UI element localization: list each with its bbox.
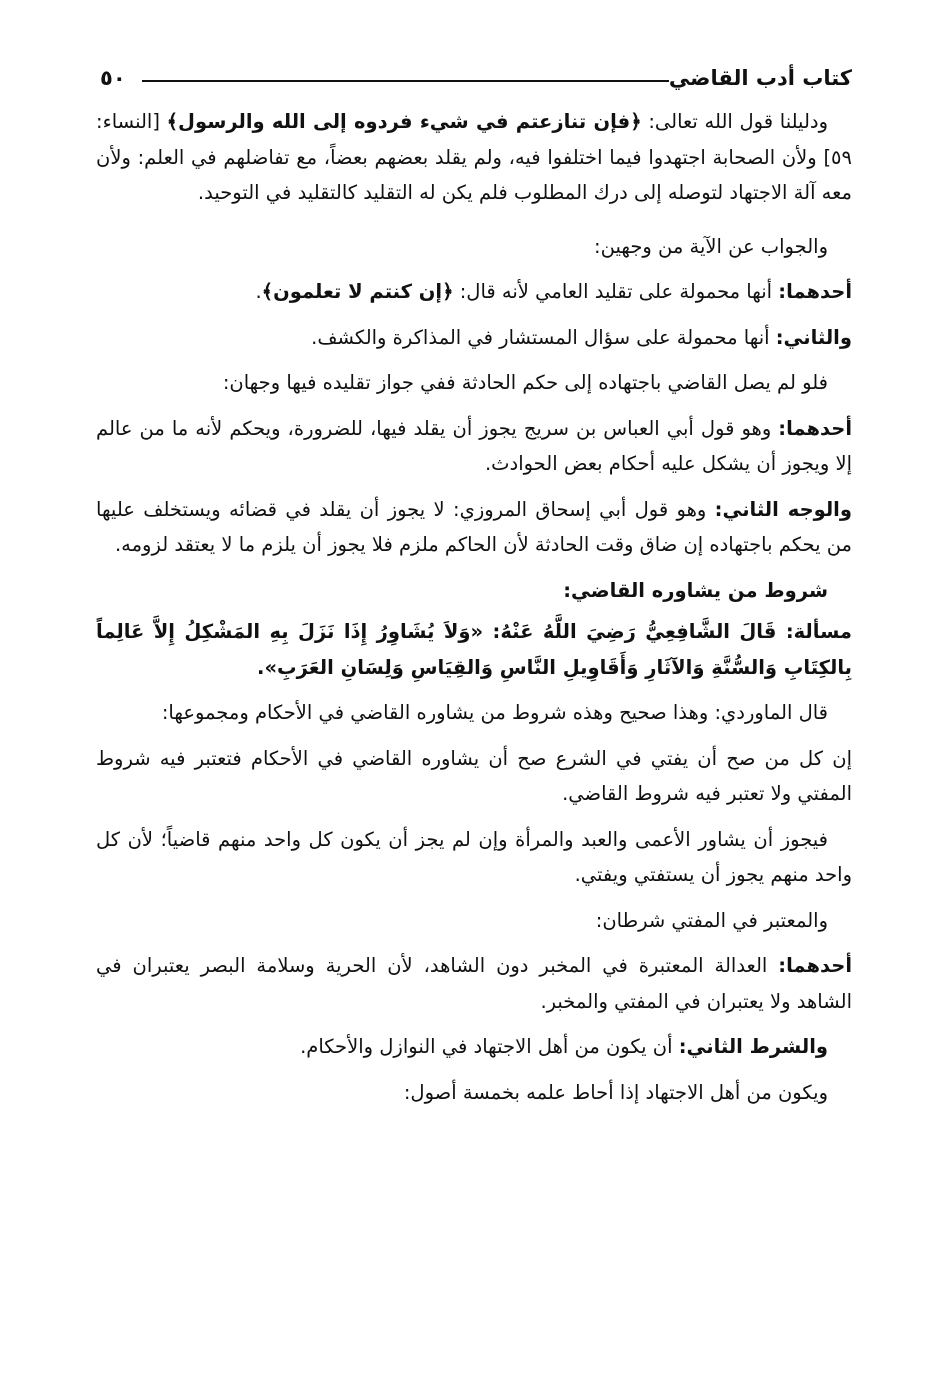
paragraph-lead: والشرط الثاني:: [678, 1035, 828, 1058]
paragraph-first-view: [96, 411, 852, 482]
paragraph-text: العدالة المعتبرة في المخبر دون الشاهد، لأن الحرية وسلامة البصر يعتبران في الشاهد ولا يعتبران في المفتي والمخبر.: [96, 954, 852, 1013]
running-header: [96, 58, 852, 98]
shafii-quote: قَالَ الشَّافِعِيُّ رَضِيَ اللَّهُ عَنْهُ: «وَلاَ يُشَاوِرُ إِذَا نَزَلَ بِهِ المَشْكِلُ إِلاَّ عَالِماً بِالكِتَابِ وَالسُّنَّةِ وَالآثَارِ وَأَقَاوِيلِ النَّاسِ وَالقِيَاسِ وَلِسَانِ العَرَبِ».: [96, 620, 852, 679]
paragraph-first-aspect: [96, 274, 852, 310]
paragraph-second-aspect: [96, 320, 852, 356]
paragraph-text: أنها محمولة على تقليد العامي لأنه قال:: [453, 280, 779, 303]
paragraph-question: [96, 614, 852, 685]
book-title: كتاب أدب القاضي: [668, 66, 852, 90]
paragraph-evidence: [96, 104, 852, 211]
paragraph-second-condition: [96, 1029, 852, 1065]
paragraph-lead: أحدهما:: [778, 280, 852, 303]
paragraph-mawardi: قال الماوردي: وهذا صحيح وهذه شروط من يشاوره القاضي في الأحكام ومجموعها:: [161, 701, 828, 724]
paragraph-lead: والثاني:: [775, 325, 852, 349]
paragraph-text: ودليلنا قول الله تعالى:: [641, 110, 828, 133]
paragraph-text: [النساء: ٥٩] ولأن الصحابة اجتهدوا فيما اختلفوا فيه، ولم يقلد بعضهم بعضاً، مع تفاضلهم في العلم: ولأن معه آلة الاجتهاد لتوصله إلى درك المطلوب فلم يكن له التقليد كالتقليد في التوحيد.: [96, 110, 852, 204]
header-rule: [142, 80, 712, 82]
page-body: [96, 104, 852, 1110]
paragraph-mufti-rule: إن كل من صح أن يفتي في الشرع صح أن يشاوره القاضي في الأحكام فتعتبر فيه شروط المفتي ولا تعتبر فيه شروط القاضي.: [96, 746, 852, 805]
section-heading: شروط من يشاوره القاضي:: [563, 578, 828, 602]
paragraph-five-principles: ويكون من أهل الاجتهاد إذا أحاط علمه بخمسة أصول:: [403, 1080, 828, 1104]
page-number: ٥٠: [96, 66, 126, 90]
paragraph-lead: أحدهما:: [778, 416, 852, 440]
paragraph-two-views: فلو لم يصل القاضي باجتهاده إلى حكم الحادثة ففي جواز تقليده فيها وجهان:: [222, 371, 828, 394]
paragraph-lead: مسألة:: [785, 620, 852, 643]
paragraph-answer-intro: والجواب عن الآية من وجهين:: [594, 234, 828, 258]
paragraph-two-conditions: والمعتبر في المفتي شرطان:: [595, 908, 828, 932]
paragraph-text: أن يكون من أهل الاجتهاد في النوازل والأحكام.: [300, 1035, 679, 1058]
paragraph-text: وهو قول أبي إسحاق المروزي: لا يجوز أن يقلد في قضائه ويستخلف عليها من يحكم باجتهاده إن ضاق وقت الحادثة لأن الحاكم ملزم فلا يجوز أن يلزم ما لا يعتقد لزومه.: [96, 497, 852, 556]
paragraph-text: .: [255, 280, 262, 303]
paragraph-lead: أحدهما:: [778, 954, 852, 977]
paragraph-lead: والوجه الثاني:: [714, 497, 852, 521]
quran-verse: ﴿فإن تنازعتم في شيء فردوه إلى الله والرسول﴾: [166, 110, 642, 133]
paragraph-text: أنها محمولة على سؤال المستشار في المذاكرة والكشف.: [311, 325, 776, 349]
paragraph-consult-allowed: فيجوز أن يشاور الأعمى والعبد والمرأة وإن لم يجز أن يكون كل واحد منهم قاضياً؛ لأن كل واحد منهم يجوز أن يستفتي ويفتي.: [96, 827, 852, 886]
paragraph-text: وهو قول أبي العباس بن سريج يجوز أن يقلد فيها، للضرورة، ويحكم لأنه ما من عالم إلا ويجوز أن يشكل عليه أحكام بعض الحوادث.: [96, 416, 852, 475]
book-page: [96, 58, 852, 1348]
paragraph-second-view: [96, 492, 852, 563]
paragraph-first-condition: [96, 948, 852, 1019]
quran-verse: ﴿إن كنتم لا تعلمون﴾: [261, 280, 454, 303]
